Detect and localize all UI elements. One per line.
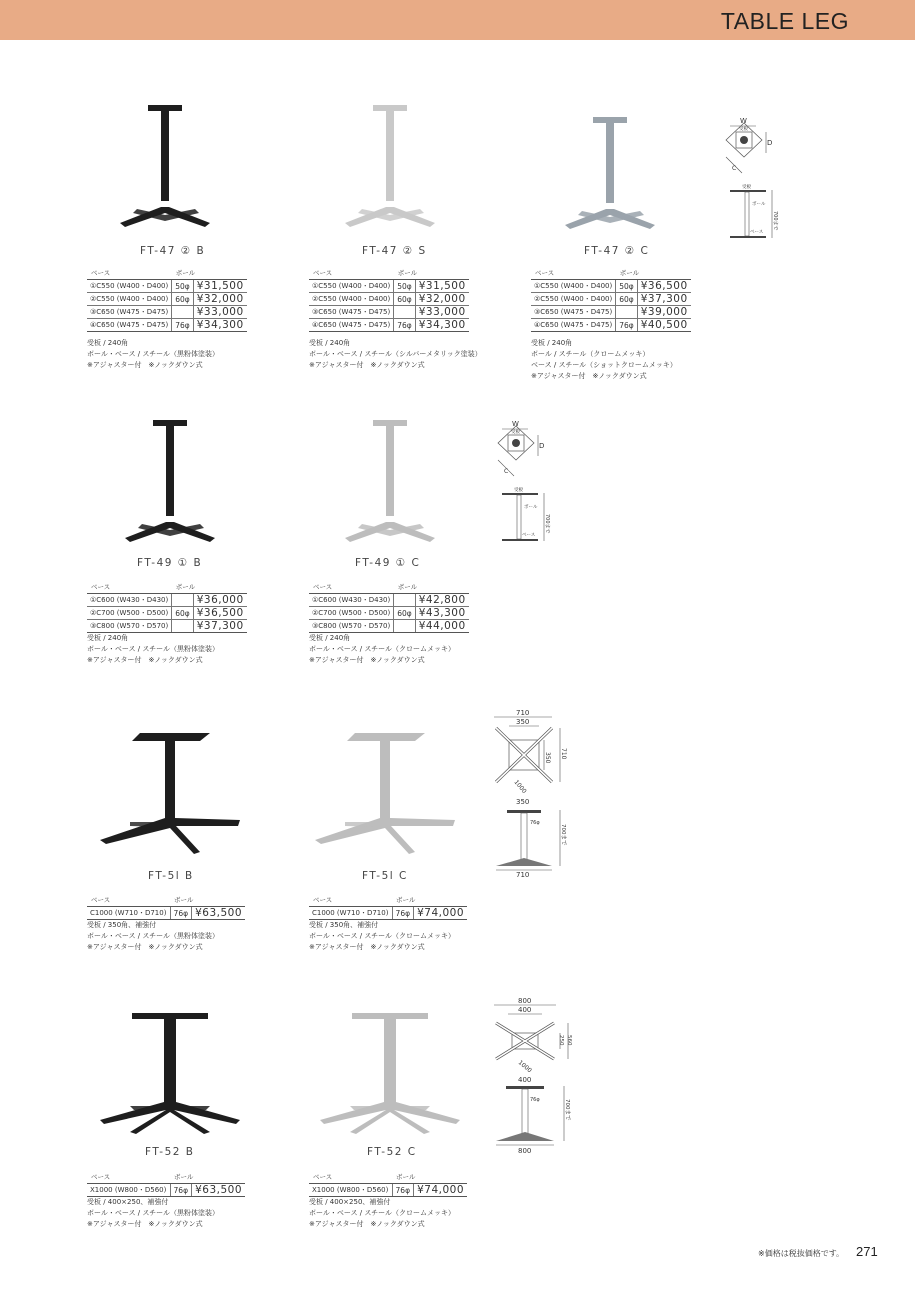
diagram-side-plate: 350 — [516, 798, 530, 806]
base-cell: ④C650 (W475・D475) — [531, 319, 616, 332]
spec-table — [309, 268, 469, 332]
table-leg-image — [90, 1005, 250, 1144]
base-cell: ②C550 (W400・D400) — [87, 293, 172, 306]
pole-cell: 50φ — [394, 280, 416, 293]
diagram-side-pole: 76φ — [530, 820, 540, 826]
diagram-label-c: C — [732, 165, 737, 172]
price-cell: ¥43,300 — [415, 607, 468, 620]
base-cell: ③C800 (W570・D570) — [87, 620, 172, 633]
base-cell: ①C600 (W430・D430) — [309, 594, 394, 607]
base-cell: ①C600 (W430・D430) — [87, 594, 172, 607]
spec-notes — [87, 920, 219, 953]
spec-table — [309, 895, 467, 920]
spec-notes — [309, 338, 482, 371]
pole-cell: 60φ — [172, 293, 194, 306]
table-leg-image — [115, 100, 215, 239]
diagram-side-height: 700まで — [544, 514, 550, 534]
pole-cell — [172, 594, 194, 607]
pole-cell: 60φ — [616, 293, 638, 306]
header-base: ベース — [309, 895, 392, 907]
spec-table — [531, 268, 691, 332]
spec-table — [87, 895, 245, 920]
note-line: 受板 / 240角 — [309, 634, 351, 642]
header-pole: ボール — [172, 268, 247, 280]
price-cell: ¥63,500 — [192, 1184, 245, 1197]
pole-cell — [172, 306, 194, 319]
base-cell: ①C550 (W400・D400) — [87, 280, 172, 293]
note-line: 受板 / 350角、補強付 — [309, 921, 379, 929]
note-line: ボール・ベース / スチール（クロームメッキ） — [309, 932, 456, 940]
price-cell: ¥36,000 — [193, 594, 246, 607]
diagram-side-plate: 受板 — [742, 185, 751, 190]
pole-cell — [172, 620, 194, 633]
spec-notes — [309, 920, 455, 953]
base-cell: ③C800 (W570・D570) — [309, 620, 394, 633]
header-base: ベース — [309, 1172, 392, 1184]
base-cell: ③C650 (W475・D475) — [309, 306, 394, 319]
diagram-side-base: ベース — [750, 230, 764, 235]
table-row — [531, 293, 691, 306]
dimension-diagram-ft52 — [484, 995, 584, 1155]
base-cell: C1000 (W710・D710) — [309, 907, 392, 920]
spec-table — [87, 268, 247, 332]
note-line: ボール / スチール（クロームメッキ） — [531, 350, 650, 358]
diagram-side-height: 700まで — [564, 1099, 570, 1121]
price-cell: ¥42,800 — [415, 594, 468, 607]
table-row — [87, 594, 247, 607]
product-name: FT-49 ① C — [355, 557, 421, 569]
header-pole: ボール — [394, 582, 469, 594]
base-cell: ③C650 (W475・D475) — [531, 306, 616, 319]
base-cell: X1000 (W800・D560) — [87, 1184, 170, 1197]
pole-cell — [394, 594, 416, 607]
base-cell: ②C550 (W400・D400) — [531, 293, 616, 306]
note-line: ボール・ベース / スチール（黒粉体塗装） — [87, 932, 220, 940]
header-pole: ボール — [392, 895, 467, 907]
note-line: ※アジャスター付 ※ノックダウン式 — [309, 656, 425, 664]
diagram-side-pole: ボール — [524, 505, 538, 510]
table-row — [309, 280, 469, 293]
product-name: FT-49 ① B — [137, 557, 203, 569]
diagram-dim-side2: 560 — [566, 1035, 572, 1046]
pole-cell — [616, 306, 638, 319]
note-line: ボール・ベース / スチール（黒粉体塗装） — [87, 350, 220, 358]
diagram-dim-top2: 400 — [518, 1006, 532, 1014]
diagram-dim-top1: 710 — [516, 709, 530, 717]
diagram-side-pole: ボール — [752, 202, 766, 207]
price-cell: ¥34,300 — [415, 319, 468, 332]
price-cell: ¥40,500 — [637, 319, 690, 332]
table-row — [309, 620, 469, 633]
pole-cell: 50φ — [616, 280, 638, 293]
table-row — [87, 280, 247, 293]
note-line: ボール・ベース / スチール（クロームメッキ） — [309, 645, 456, 653]
note-line: ※アジャスター付 ※ノックダウン式 — [87, 361, 203, 369]
diagram-dim-top2: 350 — [516, 718, 530, 726]
spec-notes — [87, 1197, 219, 1230]
diagram-label-w: W — [740, 117, 747, 125]
note-line: ※アジャスター付 ※ノックダウン式 — [309, 361, 425, 369]
table-row — [87, 607, 247, 620]
product-name: FT-47 ② C — [584, 245, 650, 257]
note-line: ボール・ベース / スチール（黒粉体塗装） — [87, 1209, 220, 1217]
note-line: ※アジャスター付 ※ノックダウン式 — [87, 943, 203, 951]
price-cell: ¥31,500 — [415, 280, 468, 293]
table-row — [87, 319, 247, 332]
price-cell: ¥74,000 — [414, 907, 467, 920]
pole-cell: 76φ — [392, 1184, 414, 1197]
diagram-label-plate: 受板 — [739, 127, 748, 132]
pole-cell: 76φ — [392, 907, 414, 920]
dimension-diagram-ft47 — [712, 115, 782, 250]
spec-notes — [531, 338, 677, 382]
note-line: ※アジャスター付 ※ノックダウン式 — [309, 1220, 425, 1228]
note-line: 受板 / 240角 — [309, 339, 351, 347]
page-number: 271 — [856, 1244, 878, 1259]
spec-table — [87, 1172, 245, 1197]
dimension-diagram-ft51 — [484, 706, 584, 878]
diagram-side-plate: 400 — [518, 1076, 532, 1084]
product-name: FT-47 ② B — [140, 245, 206, 257]
table-row — [87, 293, 247, 306]
diagram-dim-side2: 710 — [560, 748, 567, 760]
diagram-dim-diag: 1000 — [512, 778, 528, 795]
header-pole: ボール — [170, 895, 245, 907]
table-row — [309, 293, 469, 306]
header-base: ベース — [87, 1172, 170, 1184]
table-row — [87, 1184, 245, 1197]
header-pole: ボール — [394, 268, 469, 280]
diagram-side-pole: 76φ — [530, 1097, 540, 1103]
base-cell: ③C650 (W475・D475) — [87, 306, 172, 319]
table-leg-image — [335, 415, 445, 554]
table-row — [309, 907, 467, 920]
header-base: ベース — [87, 582, 172, 594]
diagram-label-d: D — [539, 442, 545, 450]
price-cell: ¥63,500 — [192, 907, 245, 920]
spec-notes — [309, 1197, 455, 1230]
base-cell: ④C650 (W475・D475) — [309, 319, 394, 332]
pole-cell: 76φ — [394, 319, 416, 332]
price-cell: ¥39,000 — [637, 306, 690, 319]
note-line: 受板 / 400×250、補強付 — [87, 1198, 169, 1206]
table-row — [309, 594, 469, 607]
table-row — [87, 620, 247, 633]
base-cell: ②C700 (W500・D500) — [309, 607, 394, 620]
header-pole: ボール — [392, 1172, 467, 1184]
tax-note: ※価格は税抜価格です。 — [758, 1249, 845, 1258]
table-row — [309, 306, 469, 319]
note-line: 受板 / 350角、補強付 — [87, 921, 157, 929]
pole-cell: 50φ — [172, 280, 194, 293]
table-leg-image — [310, 725, 460, 864]
diagram-dim-side1: 350 — [544, 752, 551, 764]
note-line: 受板 / 240角 — [87, 634, 129, 642]
pole-cell: 60φ — [394, 607, 416, 620]
note-line: ※アジャスター付 ※ノックダウン式 — [309, 943, 425, 951]
base-cell: ①C550 (W400・D400) — [531, 280, 616, 293]
diagram-dim-diag: 1000 — [516, 1059, 533, 1075]
dimension-diagram-ft49 — [484, 418, 554, 553]
header-base: ベース — [309, 582, 394, 594]
diagram-side-plate: 受板 — [514, 488, 523, 493]
header-base: ベース — [531, 268, 616, 280]
price-cell: ¥74,000 — [414, 1184, 467, 1197]
diagram-label-plate: 受板 — [511, 430, 520, 435]
diagram-side-base: 800 — [518, 1147, 532, 1155]
price-cell: ¥33,000 — [415, 306, 468, 319]
base-cell: ②C550 (W400・D400) — [309, 293, 394, 306]
price-cell: ¥31,500 — [193, 280, 246, 293]
diagram-label-d: D — [767, 139, 773, 147]
price-cell: ¥32,000 — [415, 293, 468, 306]
note-line: ボール・ベース / スチール（クロームメッキ） — [309, 1209, 456, 1217]
header-base: ベース — [309, 268, 394, 280]
base-cell: ②C700 (W500・D500) — [87, 607, 172, 620]
pole-cell: 60φ — [394, 293, 416, 306]
table-row — [87, 907, 245, 920]
spec-table — [87, 582, 247, 633]
spec-notes — [309, 633, 455, 666]
spec-table — [309, 582, 469, 633]
diagram-side-base: ベース — [522, 533, 536, 538]
diagram-dim-side1: 250 — [558, 1035, 564, 1046]
table-row — [531, 306, 691, 319]
pole-cell: 76φ — [170, 907, 192, 920]
product-name: FT-52 C — [367, 1146, 417, 1158]
header-base: ベース — [87, 268, 172, 280]
product-name: FT-47 ② S — [362, 245, 427, 257]
table-leg-image — [115, 415, 225, 554]
diagram-dim-top1: 800 — [518, 997, 532, 1005]
product-name: FT-5l B — [148, 870, 194, 882]
pole-cell — [394, 620, 416, 633]
header-pole: ボール — [170, 1172, 245, 1184]
base-cell: ④C650 (W475・D475) — [87, 319, 172, 332]
header-bar — [0, 0, 915, 40]
table-row — [309, 607, 469, 620]
page-title: TABLE LEG — [720, 8, 849, 34]
header-base: ベース — [87, 895, 170, 907]
note-line: 受板 / 240角 — [531, 339, 573, 347]
diagram-side-height: 700まで — [560, 824, 566, 846]
table-row — [309, 319, 469, 332]
base-cell: X1000 (W800・D560) — [309, 1184, 392, 1197]
note-line: ※アジャスター付 ※ノックダウン式 — [87, 1220, 203, 1228]
table-row — [309, 1184, 467, 1197]
price-cell: ¥36,500 — [637, 280, 690, 293]
note-line: ボール・ベース / スチール（黒粉体塗装） — [87, 645, 220, 653]
spec-notes — [87, 633, 219, 666]
pole-cell: 76φ — [616, 319, 638, 332]
diagram-side-base: 710 — [516, 871, 530, 878]
note-line: ベース / スチール（ショットクロームメッキ） — [531, 361, 677, 369]
spec-table — [309, 1172, 467, 1197]
diagram-side-height: 700まで — [772, 211, 778, 231]
pole-cell: 76φ — [170, 1184, 192, 1197]
table-leg-image — [95, 725, 245, 864]
note-line: ※アジャスター付 ※ノックダウン式 — [531, 372, 647, 380]
pole-cell — [394, 306, 416, 319]
pole-cell: 60φ — [172, 607, 194, 620]
table-row — [531, 280, 691, 293]
header-pole: ボール — [172, 582, 247, 594]
table-leg-image — [560, 112, 660, 241]
price-cell: ¥32,000 — [193, 293, 246, 306]
diagram-label-w: W — [512, 420, 519, 428]
diagram-label-c: C — [504, 468, 509, 475]
price-cell: ¥33,000 — [193, 306, 246, 319]
base-cell: C1000 (W710・D710) — [87, 907, 170, 920]
header-pole: ボール — [616, 268, 691, 280]
product-name: FT-52 B — [145, 1146, 195, 1158]
price-cell: ¥36,500 — [193, 607, 246, 620]
table-leg-image — [340, 100, 440, 239]
note-line: ※アジャスター付 ※ノックダウン式 — [87, 656, 203, 664]
table-row — [87, 306, 247, 319]
spec-notes — [87, 338, 219, 371]
table-leg-image — [310, 1005, 470, 1144]
note-line: ボール・ベース / スチール（シルバーメタリック塗装） — [309, 350, 482, 358]
note-line: 受板 / 240角 — [87, 339, 129, 347]
price-cell: ¥34,300 — [193, 319, 246, 332]
price-cell: ¥37,300 — [193, 620, 246, 633]
price-cell: ¥44,000 — [415, 620, 468, 633]
pole-cell: 76φ — [172, 319, 194, 332]
product-name: FT-5l C — [362, 870, 408, 882]
table-row — [531, 319, 691, 332]
price-cell: ¥37,300 — [637, 293, 690, 306]
base-cell: ①C550 (W400・D400) — [309, 280, 394, 293]
note-line: 受板 / 400×250、補強付 — [309, 1198, 391, 1206]
